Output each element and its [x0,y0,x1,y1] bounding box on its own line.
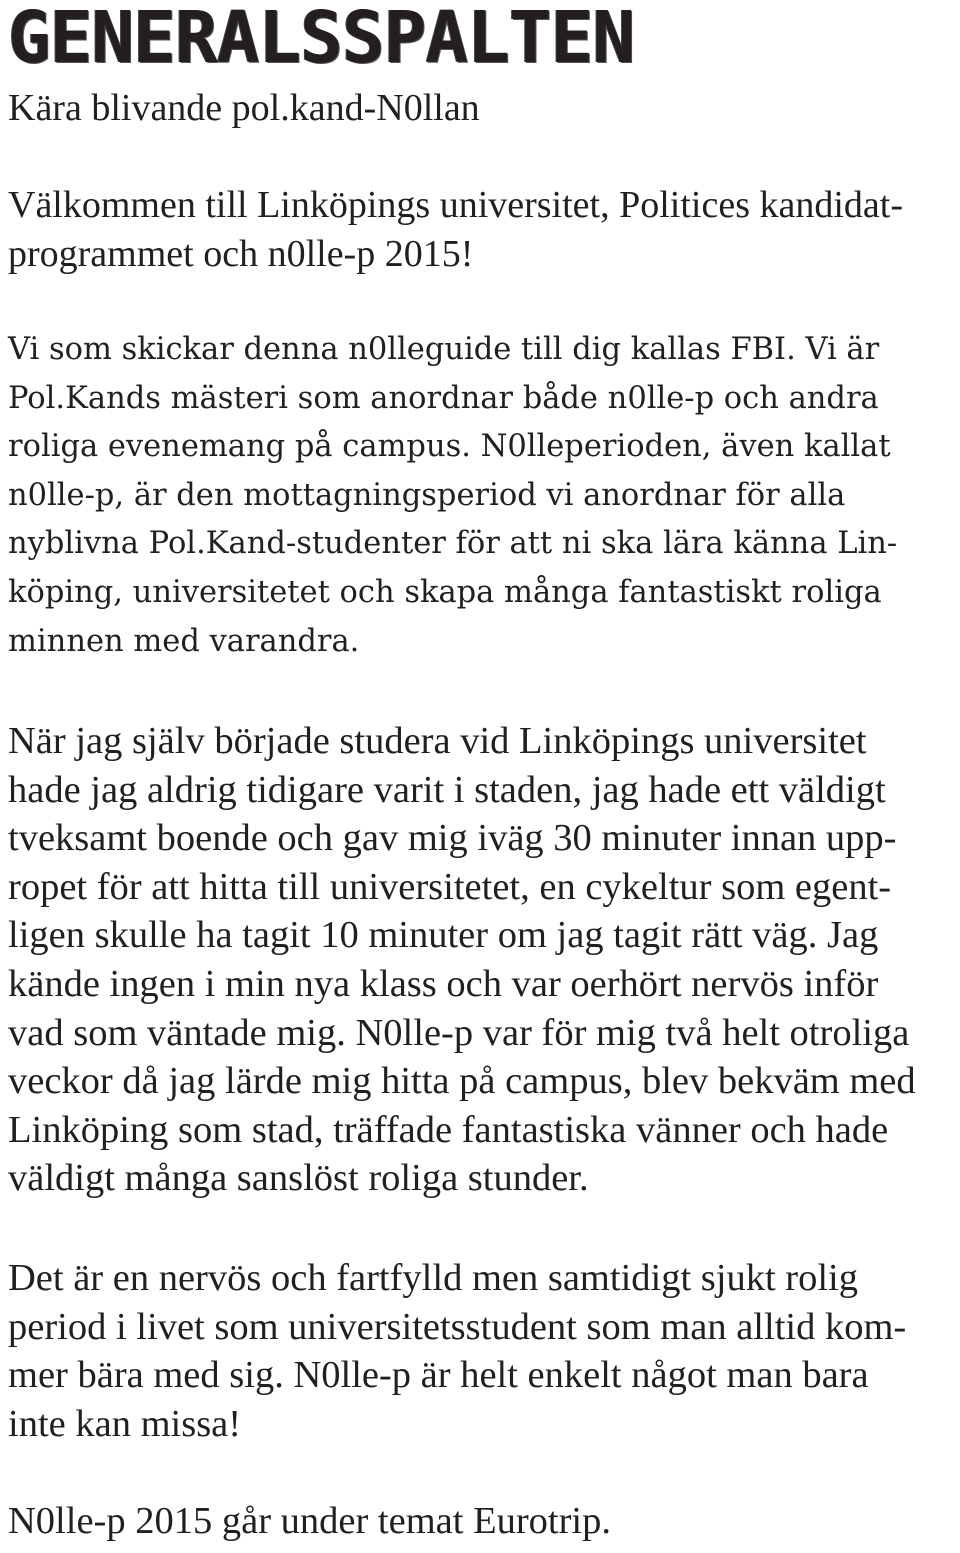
summary-paragraph [8,1254,906,1448]
column-heading: GENERALSSPALTEN [8,0,635,79]
paragraph-line: nyblivna Pol.Kand-studenter för att ni ska lära känna Lin- [8,526,898,562]
paragraph-line: veckor då jag lärde mig hitta på campus, blev bekväm med [8,1060,916,1103]
paragraph-line: vad som väntade mig. N0lle-p var för mig två helt otroliga [8,1011,910,1054]
paragraph-line: minnen med varandra. [8,623,360,659]
greeting-line [8,84,480,133]
paragraph-line: inte kan missa! [8,1402,242,1445]
paragraph-line: köping, universitetet och skapa många fantastiskt roliga [8,574,882,610]
greeting-text: Kära blivande pol.kand-N0llan [8,87,480,129]
paragraph-line: kände ingen i min nya klass och var oerhört nervös inför [8,962,879,1005]
paragraph-line: programmet och n0lle-p 2015! [8,233,474,275]
paragraph-line: Det är en nervös och fartfylld men samtidigt sjukt rolig [8,1257,859,1299]
paragraph-line: tveksamt boende och gav mig iväg 30 minuter innan upp- [8,817,897,860]
paragraph-line: n0lle-p, är den mottagningsperiod vi anordnar för alla [8,477,846,513]
paragraph-line: Välkommen till Linköpings universitet, Politices kandidat- [8,184,903,226]
story-paragraph [8,717,916,1203]
welcome-paragraph [8,181,903,279]
paragraph-line: period i livet som universitetsstudent som man alltid kom- [8,1305,907,1348]
theme-text: N0lle-p 2015 går under temat Eurotrip. [8,1500,611,1542]
fbi-paragraph [8,326,897,666]
paragraph-line: Linköping som stad, träffade fantastiska vänner och hade [8,1108,889,1151]
paragraph-line: väldigt många sanslöst roliga stunder. [8,1157,589,1200]
paragraph-line: ligen skulle ha tagit 10 minuter om jag tagit rätt väg. Jag [8,914,879,957]
paragraph-line: När jag själv började studera vid Linköpings universitet [8,720,867,762]
paragraph-line: roliga evenemang på campus. N0lleperioden, även kallat [8,429,891,465]
paragraph-line: Pol.Kands mästeri som anordnar både n0lle-p och andra [8,380,879,416]
paragraph-line: hade jag aldrig tidigare varit i staden, jag hade ett väldigt [8,768,886,811]
paragraph-line: ropet för att hitta till universitetet, en cykeltur som egent- [8,865,892,908]
paragraph-line: mer bära med sig. N0lle-p är helt enkelt något man bara [8,1354,869,1397]
theme-line [8,1497,611,1546]
paragraph-line: Vi som skickar denna n0lleguide till dig kallas FBI. Vi är [8,332,880,367]
